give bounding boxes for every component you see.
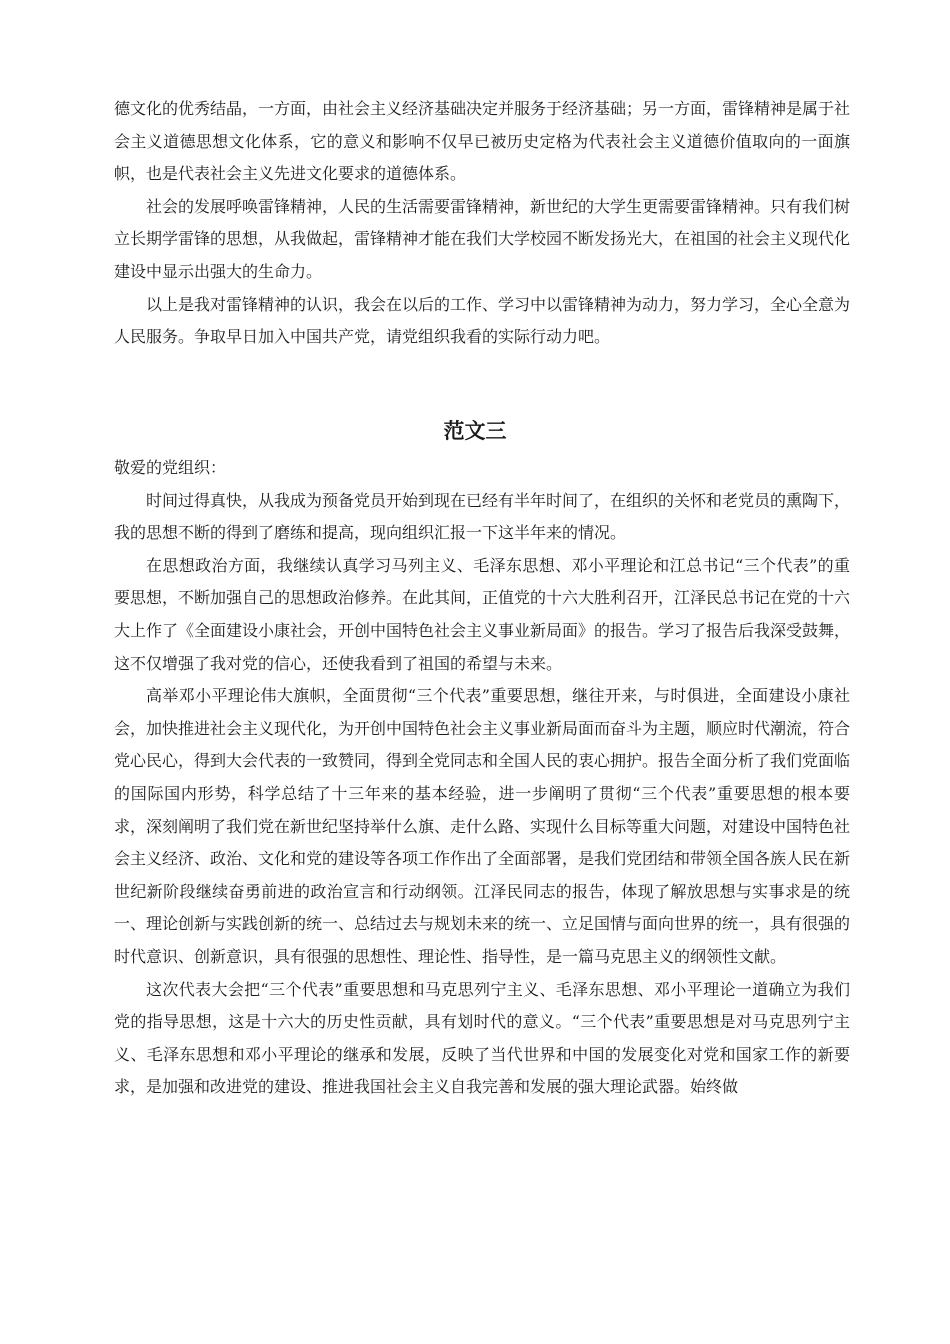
paragraph: 这次代表大会把“三个代表”重要思想和马克思列宁主义、毛泽东思想、邓小平理论一道确立为我们党的指导思想，这是十六大的历史性贡献，具有划时代的意义。“三个代表”重要思想是对马克思列宁主义、毛泽东思想和邓小平理论的继承和发展，反映了当代世界和中国的发展变化对党和国家工作的新要求，是加强和改进党的建设、推进我国社会主义自我完善和发展的强大理论武器。始终做 (114, 979, 850, 1097)
paragraph: 时间过得真快，从我成为预备党员开始到现在已经有半年时间了，在组织的关怀和老党员的熏陶下，我的思想不断的得到了磨练和提高，现向组织汇报一下这半年来的情况。 (114, 490, 851, 543)
essay-three-body (114, 452, 850, 1104)
paragraph: 德文化的优秀结晶，一方面，由社会主义经济基础决定并服务于经济基础；另一方面，雷锋精神是属于社会主义道德思想文化体系，它的意义和影响不仅早已被历史定格为代表社会主义道德价值取向的一面旗帜，也是代表社会主义先进文化要求的道德体系。 (114, 99, 851, 184)
section-title: 范文三 (443, 419, 507, 443)
paragraph: 在思想政治方面，我继续认真学习马列主义、毛泽东思想、邓小平理论和江总书记“三个代表”的重要思想，不断加强自己的思想政治修养。在此其间，正值党的十六大胜利召开，江泽民总书记在党的十六大上作了《全面建设小康社会，开创中国特色社会主义事业新局面》的报告。学习了报告后我深受鼓舞，这不仅增强了我对党的信心，还使我看到了祖国的希望与未来。 (114, 555, 851, 673)
salutation: 敬爱的党组织： (114, 458, 227, 477)
paragraph: 以上是我对雷锋精神的认识，我会在以后的工作、学习中以雷锋精神为动力，努力学习，全心全意为人民服务。争取早日加入中国共产党，请党组织我看的实际行动力吧。 (114, 294, 851, 347)
paragraph: 高举邓小平理论伟大旗帜，全面贯彻“三个代表”重要思想，继往开来，与时俱进，全面建设小康社会，加快推进社会主义现代化，为开创中国特色社会主义事业新局面而奋斗为主题，顺应时代潮流，符合党心民心，得到大会代表的一致赞同，得到全党同志和全国人民的衷心拥护。报告全面分析了我们党面临的国际国内形势，科学总结了十三年来的基本经验，进一步阐明了贯彻“三个代表”重要思想的根本要求，深刻阐明了我们党在新世纪坚持举什么旗、走什么路、实现什么目标等重大问题，对建设中国特色社会主义经济、政治、文化和党的建设等各项工作作出了全面部署，是我们党团结和带领全国各族人民在新世纪新阶段继续奋勇前进的政治宣言和行动纲领。江泽民同志的报告，体现了解放思想与实事求是的统一、理论创新与实践创新的统一、总结过去与规划未来的统一、立足国情与面向世界的统一，具有很强的时代意识、创新意识，具有很强的思想性、理论性、指导性，是一篇马克思主义的纲领性文献。 (114, 686, 851, 966)
previous-essay-ending (114, 93, 850, 354)
paragraph: 社会的发展呼唤雷锋精神，人民的生活需要雷锋精神，新世纪的大学生更需要雷锋精神。只有我们树立长期学雷锋的思想，从我做起，雷锋精神才能在我们大学校园不断发扬光大，在祖国的社会主义现代化建设中显示出强大的生命力。 (114, 196, 851, 281)
